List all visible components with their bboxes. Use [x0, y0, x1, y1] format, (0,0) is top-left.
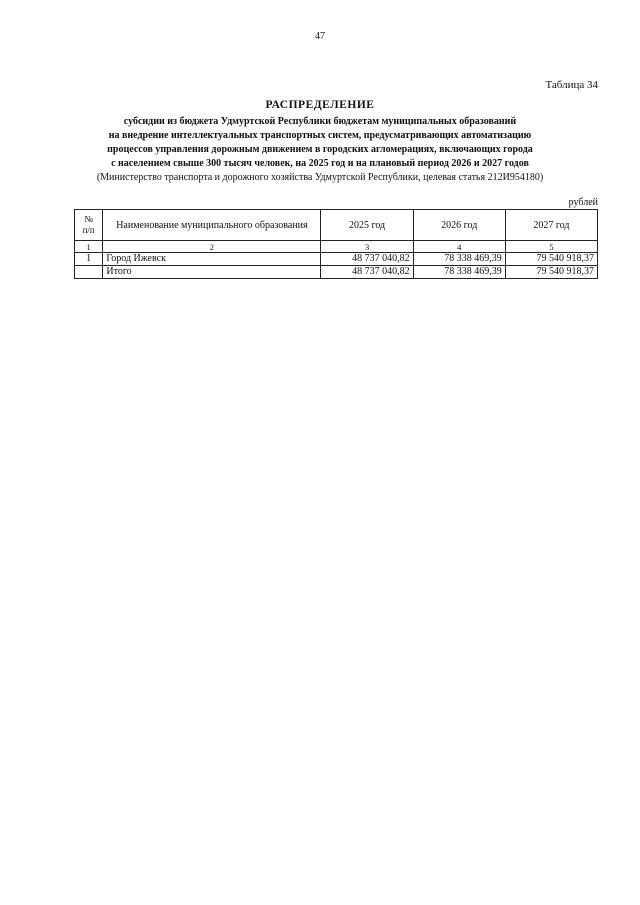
- row-number: 1: [75, 253, 103, 266]
- header-number-line1: №: [84, 214, 93, 224]
- column-number: 4: [413, 241, 505, 253]
- subtitle-line: с населением свыше 300 тысяч человек, на 2025 год и на плановый период 2026 и 2027 годов: [111, 158, 529, 169]
- column-number: 1: [75, 241, 103, 253]
- header-number: [75, 210, 103, 241]
- header-name: Наименование муниципального образования: [103, 210, 321, 241]
- distribution-table: [74, 209, 598, 279]
- subtitle-line: на внедрение интеллектуальных транспортных систем, предусматривающих автоматизацию: [108, 130, 532, 141]
- total-row: [75, 266, 598, 279]
- header-2026: 2026 год: [413, 210, 505, 241]
- total-value-2027: 79 540 918,37: [505, 266, 597, 279]
- total-name: Итого: [103, 266, 321, 279]
- total-value-2025: 48 737 040,82: [321, 266, 413, 279]
- total-number: [75, 266, 103, 279]
- column-number: 5: [505, 241, 597, 253]
- units-label: рублей: [568, 197, 598, 208]
- document-heading: РАСПРЕДЕЛЕНИЕ: [265, 99, 375, 111]
- total-value-2026: 78 338 469,39: [413, 266, 505, 279]
- column-number: 2: [103, 241, 321, 253]
- subtitle-line: процессов управления дорожным движением в городских агломерациях, включающих города: [107, 144, 533, 155]
- table-row: [75, 253, 598, 266]
- column-number: 3: [321, 241, 413, 253]
- document-subtitle: [40, 115, 600, 171]
- row-value-2025: 48 737 040,82: [321, 253, 413, 266]
- column-number-row: [75, 241, 598, 253]
- page-number: 47: [315, 31, 325, 42]
- ministry-line: (Министерство транспорта и дорожного хозяйства Удмуртской Республики, целевая статья 212И954180): [96, 172, 544, 183]
- row-value-2026: 78 338 469,39: [413, 253, 505, 266]
- header-number-line2: п/п: [82, 225, 95, 235]
- table-label: Таблица 34: [545, 79, 598, 91]
- table-header-row: [75, 210, 598, 241]
- header-2027: 2027 год: [505, 210, 597, 241]
- subtitle-line: субсидии из бюджета Удмуртской Республики бюджетам муниципальных образований: [123, 116, 517, 127]
- header-2025: 2025 год: [321, 210, 413, 241]
- row-value-2027: 79 540 918,37: [505, 253, 597, 266]
- row-name: Город Ижевск: [103, 253, 321, 266]
